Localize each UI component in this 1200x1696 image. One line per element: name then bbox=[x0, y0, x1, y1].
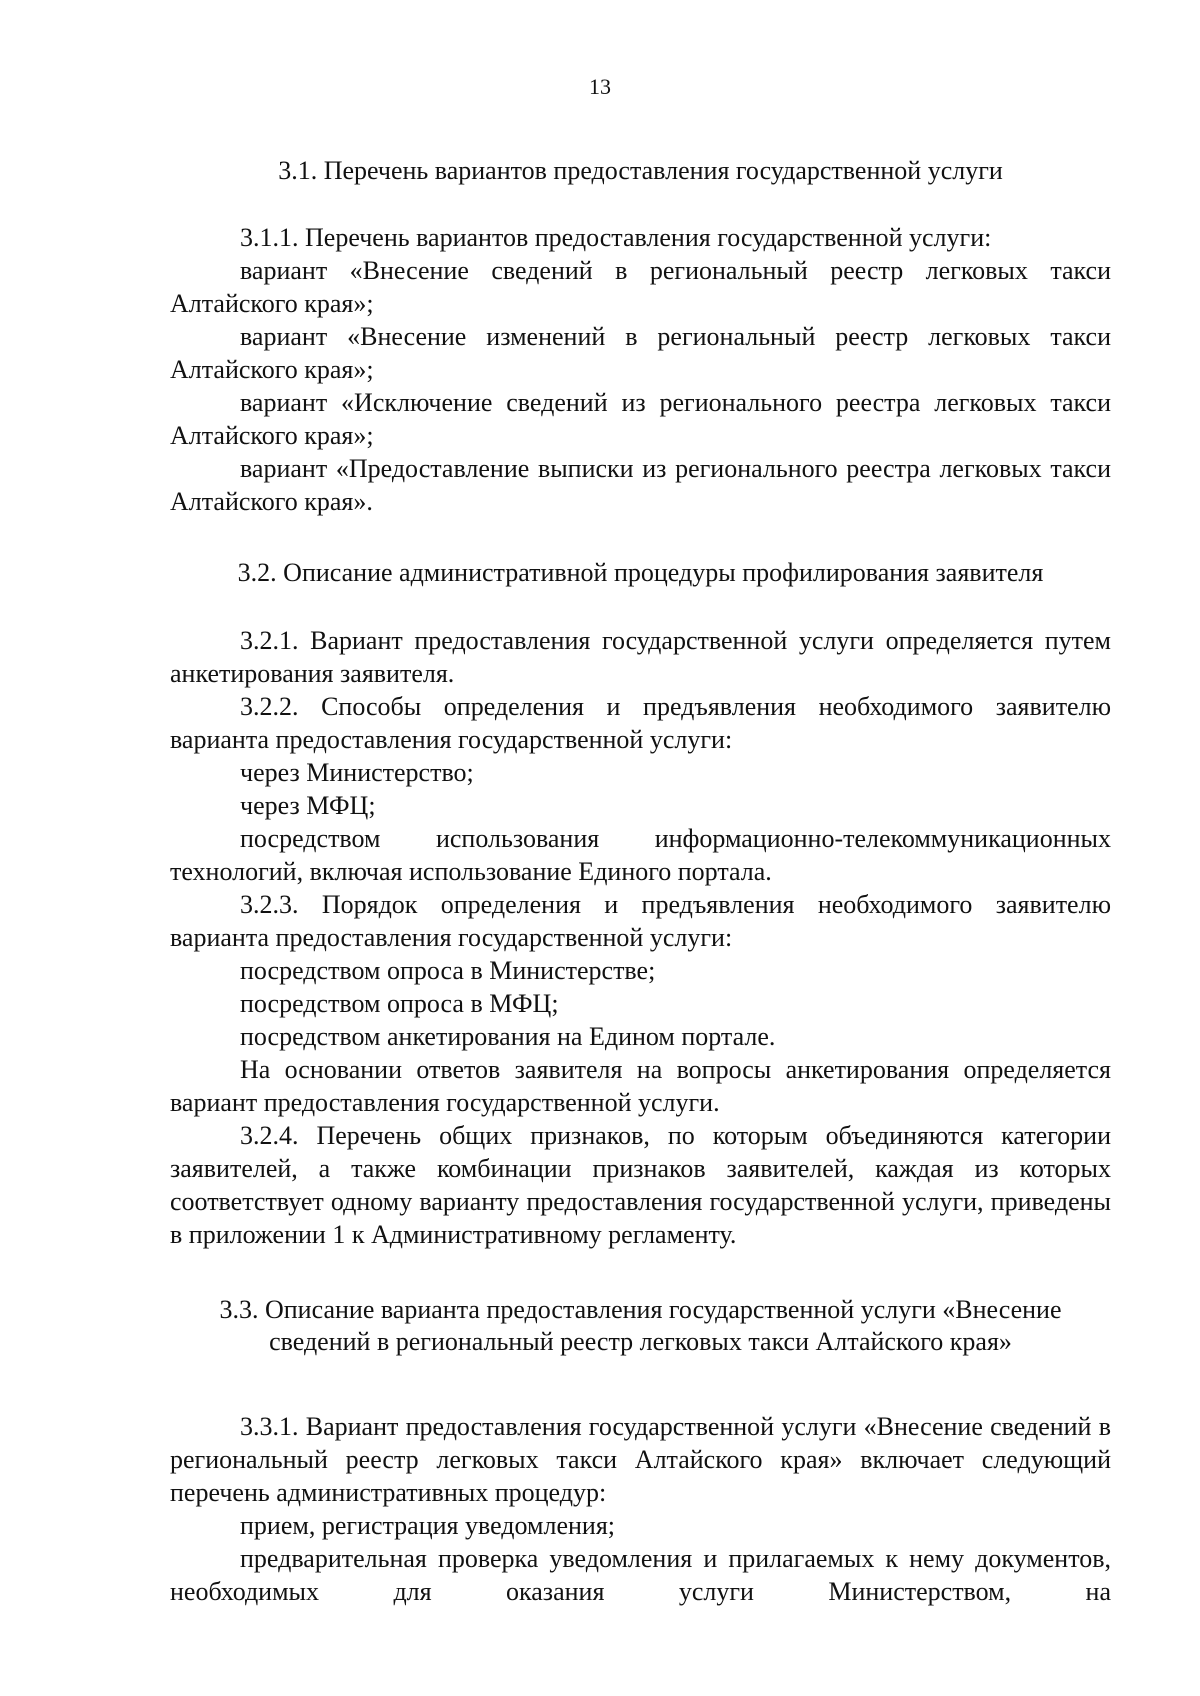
paragraph: вариант «Предоставление выписки из регионального реестра легковых такси Алтайского края». bbox=[170, 454, 1111, 516]
section-3-2 bbox=[170, 556, 1111, 1251]
paragraph: посредством анкетирования на Едином портале. bbox=[240, 1022, 776, 1051]
section-3-1 bbox=[170, 154, 1111, 518]
paragraph: посредством использования информационно-телекоммуникационных технологий, включая использование Единого портала. bbox=[170, 824, 1111, 886]
section-heading-3-2: 3.2. Описание административной процедуры профилирования заявителя bbox=[237, 558, 1044, 587]
paragraph: через МФЦ; bbox=[240, 791, 376, 820]
paragraph: 3.2.4. Перечень общих признаков, по которым объединяются категории заявителей, а также комбинации признаков заявителей, каждая из которых соответствует одному варианту предоставления государственной услуги, приведены в приложении 1 к Административному регламенту. bbox=[170, 1121, 1111, 1249]
paragraph: предварительная проверка уведомления и прилагаемых к нему документов, необходимых для оказания услуги Министерством, на bbox=[170, 1544, 1111, 1606]
paragraph: посредством опроса в МФЦ; bbox=[240, 989, 559, 1018]
paragraph: через Министерство; bbox=[240, 758, 474, 787]
paragraph: прием, регистрация уведомления; bbox=[240, 1511, 616, 1540]
document-body bbox=[170, 154, 1111, 1608]
section-heading-3-3-line-2: сведений в региональный реестр легковых такси Алтайского края» bbox=[269, 1327, 1012, 1356]
section-heading-3-3-line-1: 3.3. Описание варианта предоставления государственной услуги «Внесение bbox=[219, 1295, 1062, 1324]
paragraph: посредством опроса в Министерстве; bbox=[240, 956, 656, 985]
page-number: 13 bbox=[589, 74, 611, 99]
paragraph: На основании ответов заявителя на вопросы анкетирования определяется вариант предоставления государственной услуги. bbox=[170, 1055, 1111, 1117]
paragraph: 3.2.2. Способы определения и предъявления необходимого заявителю варианта предоставления государственной услуги: bbox=[170, 692, 1111, 754]
section-heading-3-1: 3.1. Перечень вариантов предоставления государственной услуги bbox=[278, 156, 1003, 185]
paragraph: вариант «Внесение изменений в региональный реестр легковых такси Алтайского края»; bbox=[170, 322, 1111, 384]
paragraph: вариант «Внесение сведений в региональный реестр легковых такси Алтайского края»; bbox=[170, 256, 1111, 318]
paragraph: 3.1.1. Перечень вариантов предоставления государственной услуги: bbox=[240, 223, 992, 252]
paragraph: 3.2.1. Вариант предоставления государственной услуги определяется путем анкетирования заявителя. bbox=[170, 626, 1111, 688]
paragraph: 3.2.3. Порядок определения и предъявления необходимого заявителю варианта предоставления государственной услуги: bbox=[170, 890, 1111, 952]
paragraph: 3.3.1. Вариант предоставления государственной услуги «Внесение сведений в региональный реестр легковых такси Алтайского края» включает следующий перечень административных процедур: bbox=[170, 1412, 1111, 1507]
section-3-3 bbox=[170, 1294, 1111, 1608]
paragraph: вариант «Исключение сведений из регионального реестра легковых такси Алтайского края»; bbox=[170, 388, 1111, 450]
section-heading-3-3 bbox=[170, 1294, 1111, 1358]
